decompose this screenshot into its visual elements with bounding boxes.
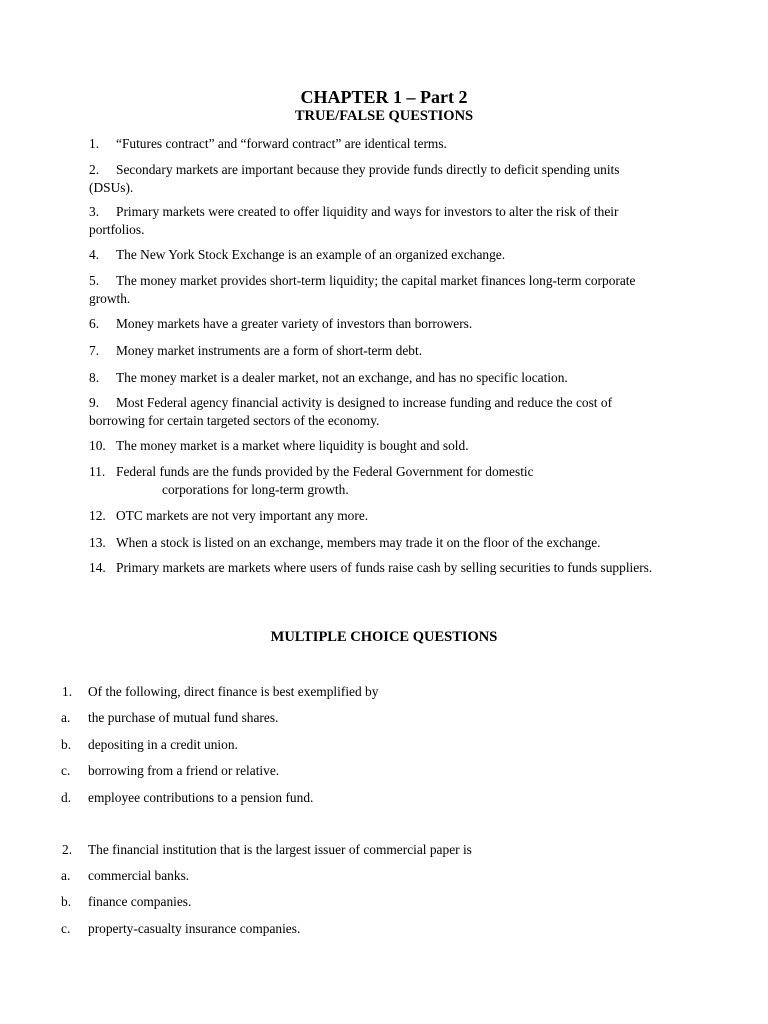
multiple-choice-section-title: MULTIPLE CHOICE QUESTIONS bbox=[270, 629, 498, 645]
mc-option-text: commercial banks. bbox=[88, 868, 190, 883]
tf-question-text: “Futures contract” and “forward contract” are identical terms. bbox=[116, 136, 447, 151]
tf-question-text: When a stock is listed on an exchange, members may trade it on the floor of the exchange. bbox=[116, 535, 601, 550]
tf-question-7 bbox=[89, 342, 664, 360]
mc-option-letter: c. bbox=[61, 921, 71, 936]
mc-question-2 bbox=[62, 841, 682, 859]
tf-question-text: The money market is a market where liquidity is bought and sold. bbox=[116, 438, 469, 453]
tf-question-13 bbox=[89, 534, 664, 552]
tf-question-10 bbox=[89, 437, 664, 455]
tf-question-number: 4. bbox=[89, 247, 100, 262]
tf-question-number: 9. bbox=[89, 395, 100, 410]
tf-question-14 bbox=[89, 559, 664, 577]
mc-option-text: property-casualty insurance companies. bbox=[88, 921, 301, 936]
tf-question-text: The New York Stock Exchange is an example of an organized exchange. bbox=[116, 247, 506, 262]
true-false-section-title: TRUE/FALSE QUESTIONS bbox=[294, 108, 474, 124]
mc-option bbox=[61, 867, 681, 885]
tf-question-text: Money markets have a greater variety of investors than borrowers. bbox=[116, 316, 473, 331]
mc-option bbox=[61, 736, 681, 754]
tf-question-3 bbox=[89, 203, 664, 238]
tf-question-continuation: corporations for long-term growth. bbox=[162, 481, 349, 497]
mc-option-letter: a. bbox=[61, 868, 71, 883]
tf-question-number: 6. bbox=[89, 316, 100, 331]
tf-question-text: Primary markets are markets where users of funds raise cash by selling securities to funds suppliers. bbox=[116, 560, 653, 575]
mc-question-number: 2. bbox=[62, 842, 73, 857]
mc-option-letter: b. bbox=[61, 737, 72, 752]
tf-question-2 bbox=[89, 161, 664, 196]
mc-question-text: The financial institution that is the largest issuer of commercial paper is bbox=[88, 842, 472, 857]
tf-question-6 bbox=[89, 315, 664, 333]
mc-option bbox=[61, 709, 681, 727]
tf-question-number: 12. bbox=[89, 508, 106, 523]
tf-question-text: Most Federal agency financial activity is designed to increase funding and reduce the cost of borrowing for certain targeted sectors of the economy. bbox=[89, 395, 613, 428]
tf-question-5 bbox=[89, 272, 664, 307]
mc-option-text: borrowing from a friend or relative. bbox=[88, 763, 280, 778]
tf-question-number: 5. bbox=[89, 273, 100, 288]
mc-option-text: depositing in a credit union. bbox=[88, 737, 238, 752]
tf-question-number: 2. bbox=[89, 162, 100, 177]
tf-question-number: 8. bbox=[89, 370, 100, 385]
tf-question-9 bbox=[89, 394, 664, 429]
tf-question-text: The money market provides short-term liquidity; the capital market finances long-term corporate growth. bbox=[89, 273, 636, 306]
mc-option-letter: a. bbox=[61, 710, 71, 725]
tf-question-text: Federal funds are the funds provided by the Federal Government for domestic bbox=[116, 464, 534, 479]
chapter-title: CHAPTER 1 – Part 2 bbox=[300, 87, 468, 107]
tf-question-number: 7. bbox=[89, 343, 100, 358]
mc-question-text: Of the following, direct finance is best exemplified by bbox=[88, 684, 379, 699]
tf-question-8 bbox=[89, 369, 664, 387]
mc-option bbox=[61, 762, 681, 780]
tf-question-number: 14. bbox=[89, 560, 106, 575]
tf-question-number: 1. bbox=[89, 136, 100, 151]
tf-question-11 bbox=[89, 463, 664, 498]
mc-option-letter: d. bbox=[61, 790, 72, 805]
tf-question-4 bbox=[89, 246, 664, 264]
mc-option-text: the purchase of mutual fund shares. bbox=[88, 710, 279, 725]
tf-question-1 bbox=[89, 135, 664, 153]
mc-option-letter: c. bbox=[61, 763, 71, 778]
mc-question-1 bbox=[62, 683, 682, 701]
tf-question-number: 10. bbox=[89, 438, 106, 453]
tf-question-text: Money market instruments are a form of short-term debt. bbox=[116, 343, 423, 358]
tf-question-number: 3. bbox=[89, 204, 100, 219]
mc-option bbox=[61, 920, 681, 938]
mc-option-text: employee contributions to a pension fund. bbox=[88, 790, 314, 805]
tf-question-text: Primary markets were created to offer liquidity and ways for investors to alter the risk of their portfolios. bbox=[89, 204, 619, 237]
mc-option bbox=[61, 893, 681, 911]
tf-question-number: 13. bbox=[89, 535, 106, 550]
mc-question-number: 1. bbox=[62, 684, 73, 699]
mc-option bbox=[61, 789, 681, 807]
tf-question-text: The money market is a dealer market, not an exchange, and has no specific location. bbox=[116, 370, 568, 385]
mc-option-text: finance companies. bbox=[88, 894, 192, 909]
tf-question-number: 11. bbox=[89, 464, 106, 479]
tf-question-text: OTC markets are not very important any more. bbox=[116, 508, 369, 523]
mc-option-letter: b. bbox=[61, 894, 72, 909]
tf-question-text: Secondary markets are important because they provide funds directly to deficit spending units (DSUs). bbox=[89, 162, 620, 195]
tf-question-12 bbox=[89, 507, 664, 525]
